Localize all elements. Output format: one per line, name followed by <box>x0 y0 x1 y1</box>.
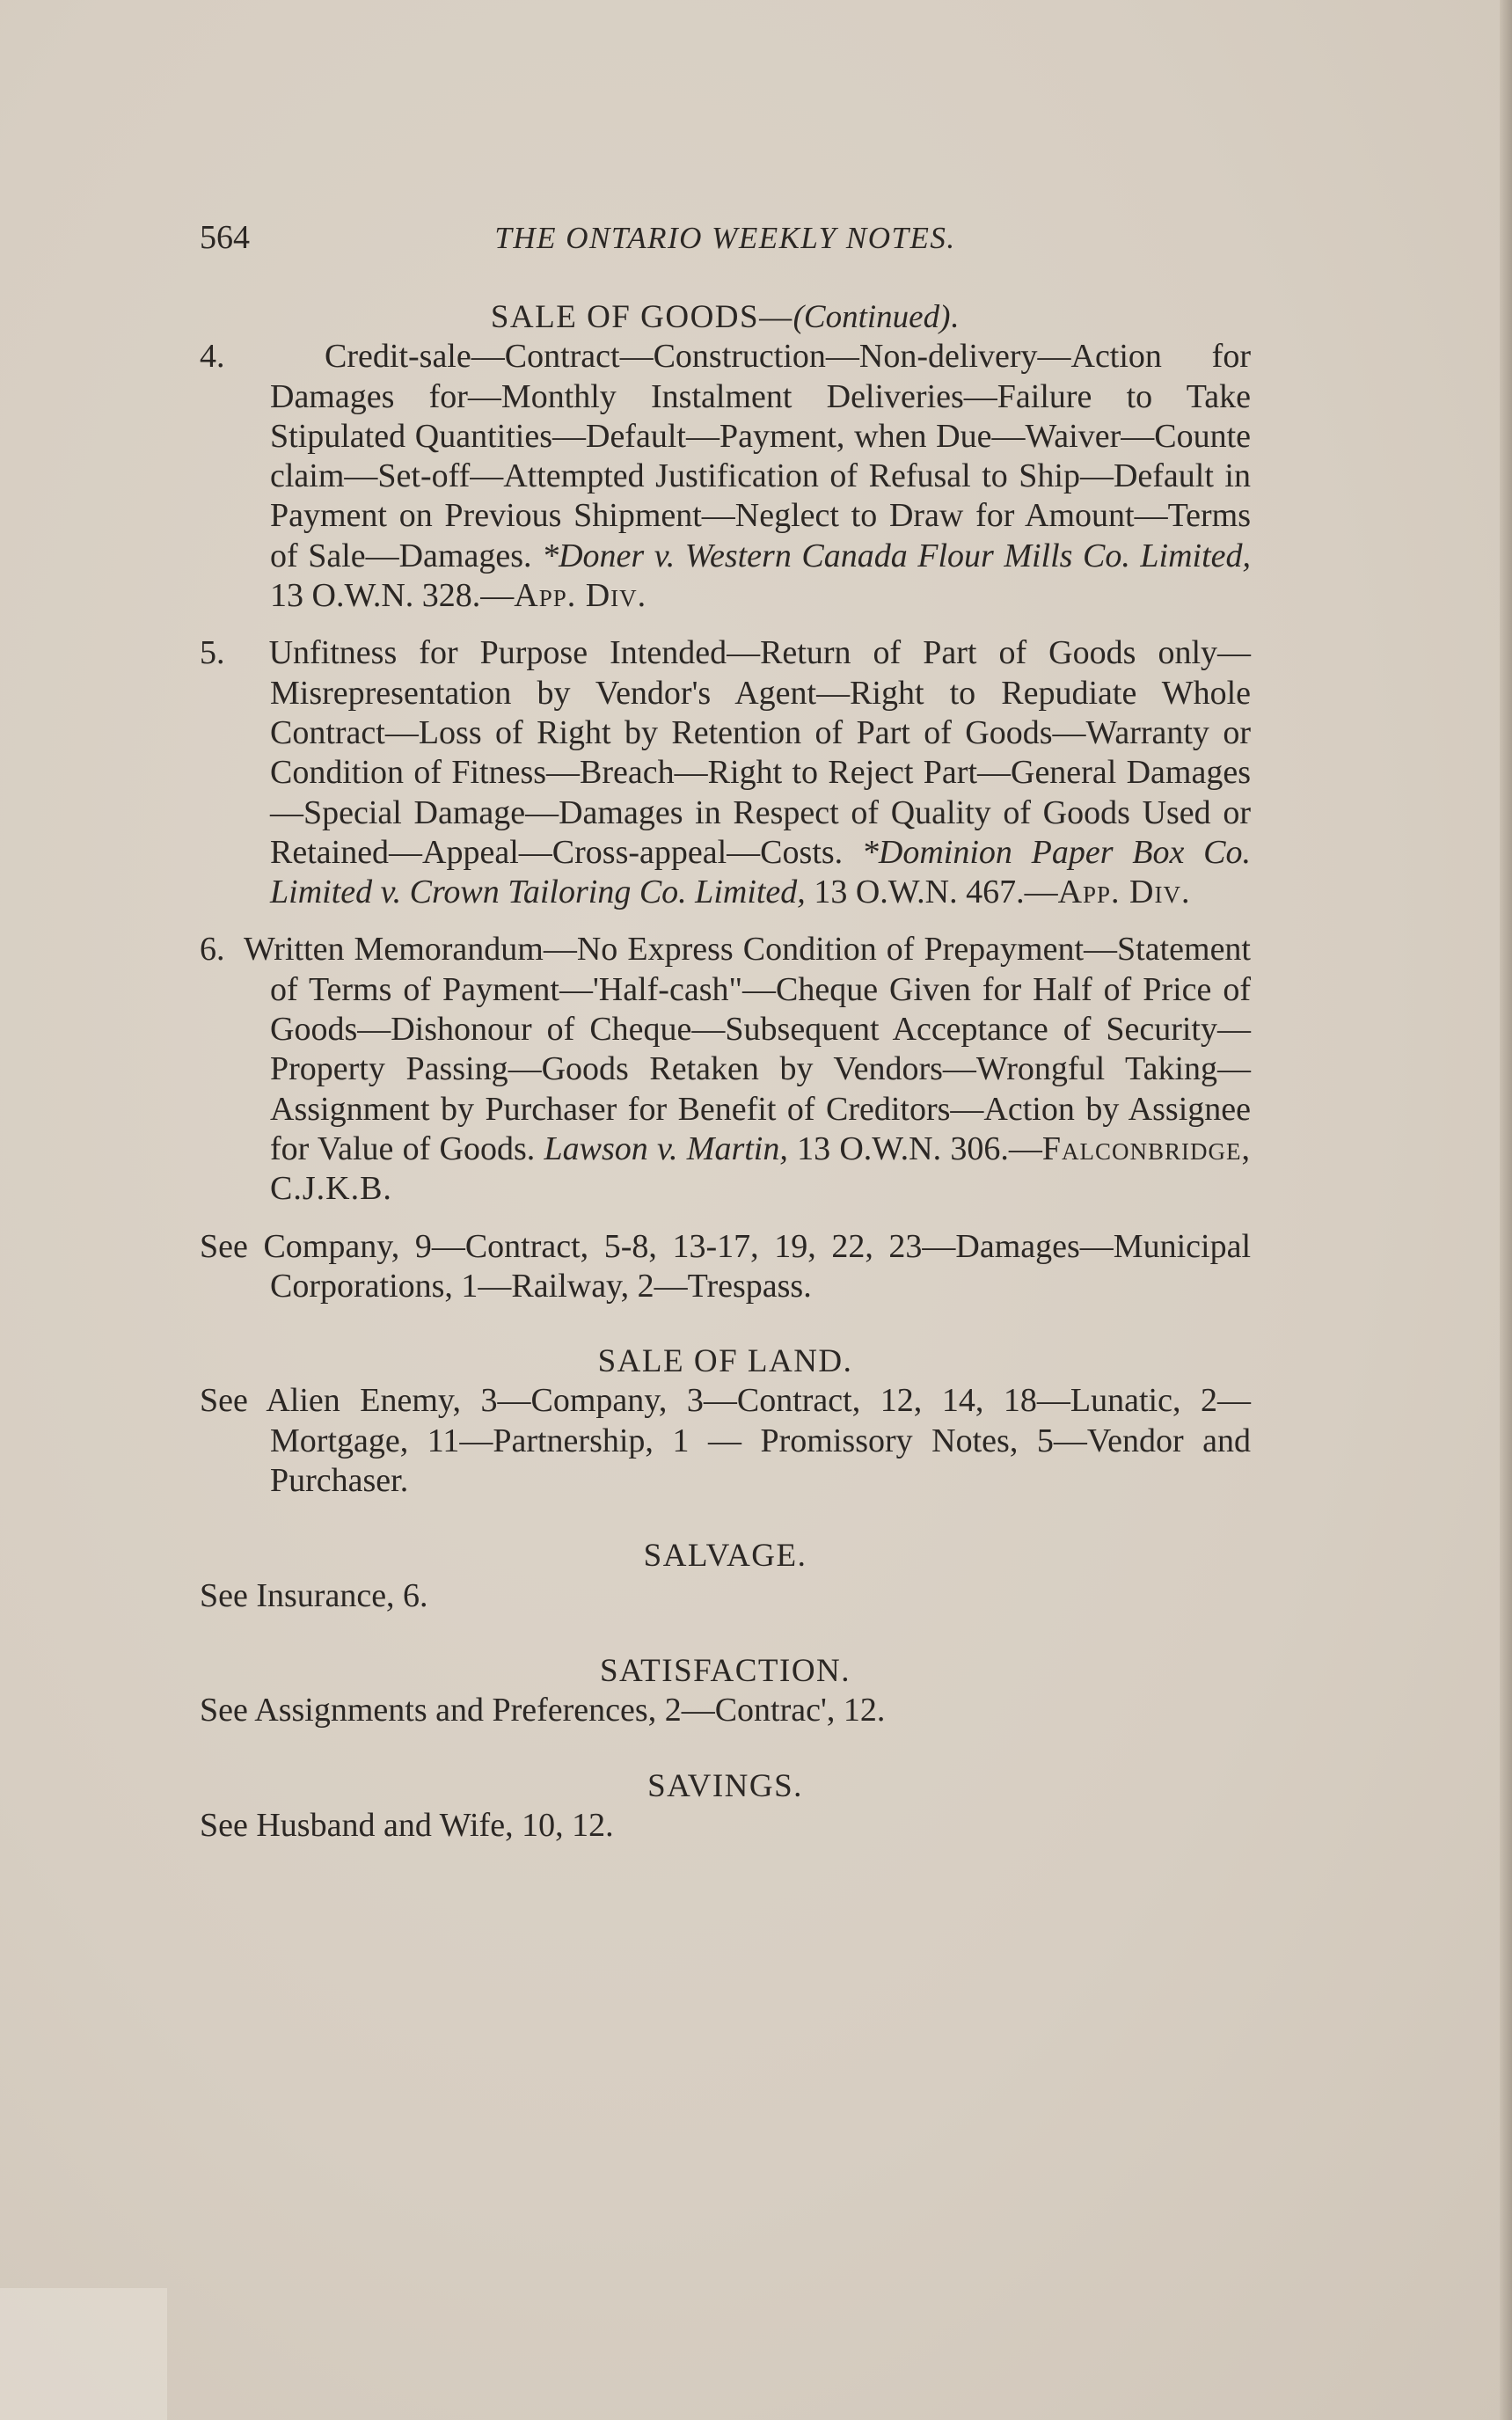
case-name: *Doner v. Western Canada Flour Mills Co. Limited, <box>542 537 1252 574</box>
section-title-salvage: SALVAGE. <box>643 1538 807 1575</box>
section-title-sale-of-land: SALE OF LAND. <box>597 1343 853 1380</box>
journal-title: THE ONTARIO WEEKLY NOTES. <box>494 221 956 255</box>
running-head <box>200 218 1251 262</box>
section-title-savings: SAVINGS. <box>647 1767 803 1804</box>
court-name: App. Div. <box>1057 874 1191 911</box>
section-title-sale-of-goods: SALE OF GOODS—(Continued). <box>490 299 961 335</box>
page-content <box>200 218 1251 1846</box>
court-name: Falconbridge, C.J.K.B. <box>270 1130 1251 1208</box>
court-name: App. Div. <box>514 577 647 615</box>
entry-4: 4. Credit-sale—Contract—Construction—Non-delivery—Action for Damages for—Monthly Instalment Deliveries—Failure to Take Stipulated Quantities—Default—Payment, when Due—Waiver—Counte claim—Set-off—Attempted Justification of Refusal to Ship—Default in Payment on Previous Shipment—Neglect to Draw for Amount—Terms of Sale—Damages. *Doner v. Western Canada Flour Mills Co. Limited, 13 O.W.N. 328.—App. Div. <box>200 338 1252 615</box>
case-name: Lawson v. Martin, <box>544 1130 788 1167</box>
page-edge <box>1500 0 1512 2420</box>
see-also-sale-of-goods: See Company, 9—Contract, 5-8, 13-17, 19, 22, 23—Damages—Municipal Corporations, 1—Railway, 2—Trespass. <box>200 1227 1251 1305</box>
see-also-salvage: See Insurance, 6. <box>200 1576 428 1614</box>
entry-6: 6. Written Memorandum—No Express Condition of Prepayment—Statement of Terms of Payment—'Half-cash"—Cheque Given for Half of Price of Goods—Dishonour of Cheque—Subsequent Acceptance of Security—Property Passing—Goods Retaken by Vendors—Wrongful Taking—Assignment by Purchaser for Benefit of Creditors—Action by Assignee for Value of Goods. Lawson v. Martin, 13 O.W.N. 306.—Falconbridge, C.J.K.B. <box>200 931 1251 1208</box>
page-corner <box>0 2288 167 2420</box>
case-name: *Dominion Paper Box Co. Limited v. Crown Tailoring Co. Limited, <box>270 833 1251 911</box>
page-number: 564 <box>200 219 250 256</box>
section-title-satisfaction: SATISFACTION. <box>599 1652 851 1689</box>
entry-5: 5. Unfitness for Purpose Intended—Return of Part of Goods only—Misrepresentation by Vendor's Agent—Right to Repudiate Whole Contract—Loss of Right by Retention of Part of Goods—Warranty or Condition of Fitness—Breach—Right to Reject Part—General Damages—Special Damage—Damages in Respect of Quality of Goods Used or Retained—Appeal—Cross-appeal—Costs. *Dominion Paper Box Co. Limited v. Crown Tailoring Co. Limited, 13 O.W.N. 467.—App. Div. <box>200 634 1252 911</box>
see-also-sale-of-land: See Alien Enemy, 3—Company, 3—Contract, 12, 14, 18—Lunatic, 2—Mortgage, 11—Partnership, 1 — Promissory Notes, 5—Vendor and Purchaser. <box>200 1382 1251 1500</box>
see-also-satisfaction: See Assignments and Preferences, 2—Contrac', 12. <box>200 1692 886 1729</box>
see-also-savings: See Husband and Wife, 10, 12. <box>200 1806 614 1844</box>
